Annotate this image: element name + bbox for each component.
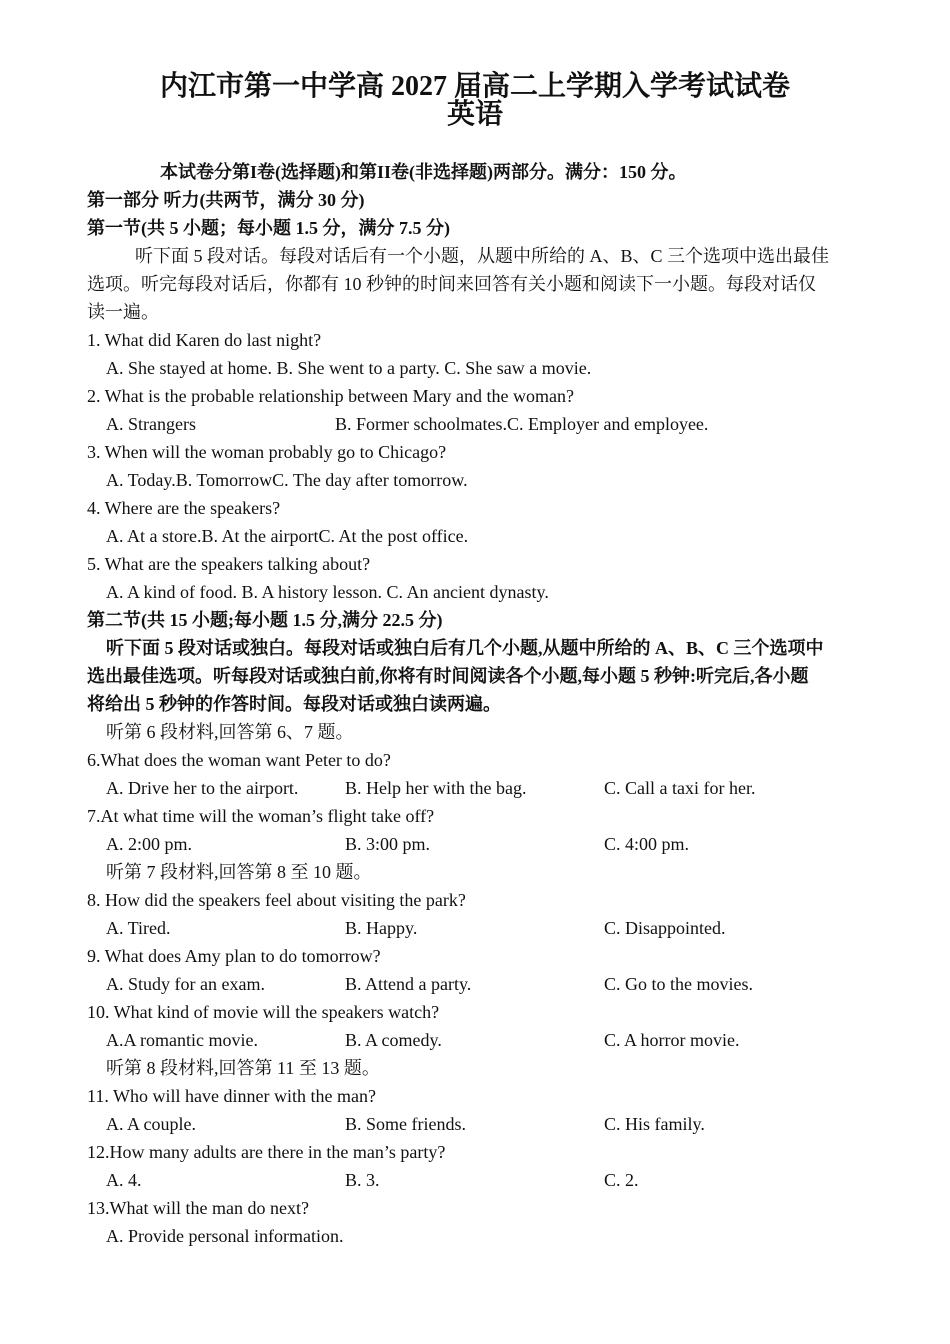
material-8-note: 听第 8 段材料,回答第 11 至 13 题。 [106,1058,380,1078]
question-5: 5. What are the speakers talking about? [87,554,371,574]
question-8-option-b: B. Happy. [345,918,418,938]
section-two-instruction-line: 将给出 5 秒钟的作答时间。每段对话或独白读两遍。 [87,694,501,714]
question-7-option-a: A. 2:00 pm. [106,834,193,854]
question-9-option-c: C. Go to the movies. [604,974,753,994]
question-11-option-b: B. Some friends. [345,1114,466,1134]
question-9-option-b: B. Attend a party. [345,974,472,994]
question-8-option-c: C. Disappointed. [604,918,726,938]
question-7: 7.At what time will the woman’s flight take off? [87,806,435,826]
question-11-option-c: C. His family. [604,1114,705,1134]
question-6-option-b: B. Help her with the bag. [345,778,527,798]
question-13-option-a: A. Provide personal information. [106,1226,344,1246]
question-13: 13.What will the man do next? [87,1198,309,1218]
part-one-heading: 第一部分 听力(共两节，满分 30 分) [87,190,365,210]
question-7-option-c: C. 4:00 pm. [604,834,690,854]
question-8: 8. How did the speakers feel about visiting the park? [87,890,466,910]
material-7-note: 听第 7 段材料,回答第 8 至 10 题。 [106,862,372,882]
section-two-heading: 第二节(共 15 小题;每小题 1.5 分,满分 22.5 分) [87,610,443,630]
section-one-instruction-line: 听下面 5 段对话。每段对话后有一个小题，从题中所给的 A、B、C 三个选项中选出最佳 [135,246,830,266]
section-one-instruction-line: 读一遍。 [87,302,159,322]
question-8-option-a: A. Tired. [106,918,171,938]
page-title: 内江市第一中学高 2027 届高二上学期入学考试试卷 [159,71,790,102]
question-3: 3. When will the woman probably go to Chicago? [87,442,447,462]
material-6-note: 听第 6 段材料,回答第 6、7 题。 [106,722,354,742]
question-6-option-c: C. Call a taxi for her. [604,778,756,798]
question-12: 12.How many adults are there in the man’s party? [87,1142,446,1162]
question-2-option-a: A. Strangers [106,414,196,434]
question-1-options: A. She stayed at home. B. She went to a party. C. She saw a movie. [106,358,592,378]
question-11: 11. Who will have dinner with the man? [87,1086,376,1106]
section-two-instruction-line: 听下面 5 段对话或独白。每段对话或独白后有几个小题,从题中所给的 A、B、C 三个选项中 [106,638,824,658]
question-12-option-b: B. 3. [345,1170,380,1190]
question-9: 9. What does Amy plan to do tomorrow? [87,946,381,966]
question-9-option-a: A. Study for an exam. [106,974,265,994]
question-2-option-bc: B. Former schoolmates.C. Employer and employee. [335,414,709,434]
question-11-option-a: A. A couple. [106,1114,196,1134]
question-4: 4. Where are the speakers? [87,498,281,518]
section-one-heading: 第一节(共 5 小题；每小题 1.5 分，满分 7.5 分) [87,218,450,238]
question-6: 6.What does the woman want Peter to do? [87,750,391,770]
question-4-options: A. At a store.B. At the airportC. At the post office. [106,526,469,546]
question-10-option-a: A.A romantic movie. [106,1030,258,1050]
question-5-options: A. A kind of food. B. A history lesson. C. An ancient dynasty. [106,582,549,602]
question-6-option-a: A. Drive her to the airport. [106,778,299,798]
question-2: 2. What is the probable relationship between Mary and the woman? [87,386,575,406]
section-one-instruction-line: 选项。听完每段对话后，你都有 10 秒钟的时间来回答有关小题和阅读下一小题。每段对话仅 [87,274,816,294]
question-7-option-b: B. 3:00 pm. [345,834,431,854]
question-3-options: A. Today.B. TomorrowC. The day after tomorrow. [106,470,468,490]
question-10-option-c: C. A horror movie. [604,1030,740,1050]
question-1: 1. What did Karen do last night? [87,330,322,350]
question-12-option-a: A. 4. [106,1170,142,1190]
question-10-option-b: B. A comedy. [345,1030,442,1050]
section-two-instruction-line: 选出最佳选项。听每段对话或独白前,你将有时间阅读各个小题,每小题 5 秒钟:听完后,各小题 [87,666,809,686]
question-10: 10. What kind of movie will the speakers watch? [87,1002,440,1022]
exam-intro: 本试卷分第I卷(选择题)和第II卷(非选择题)两部分。满分：150 分。 [160,162,687,182]
page-subtitle: 英语 [446,99,503,130]
question-12-option-c: C. 2. [604,1170,639,1190]
